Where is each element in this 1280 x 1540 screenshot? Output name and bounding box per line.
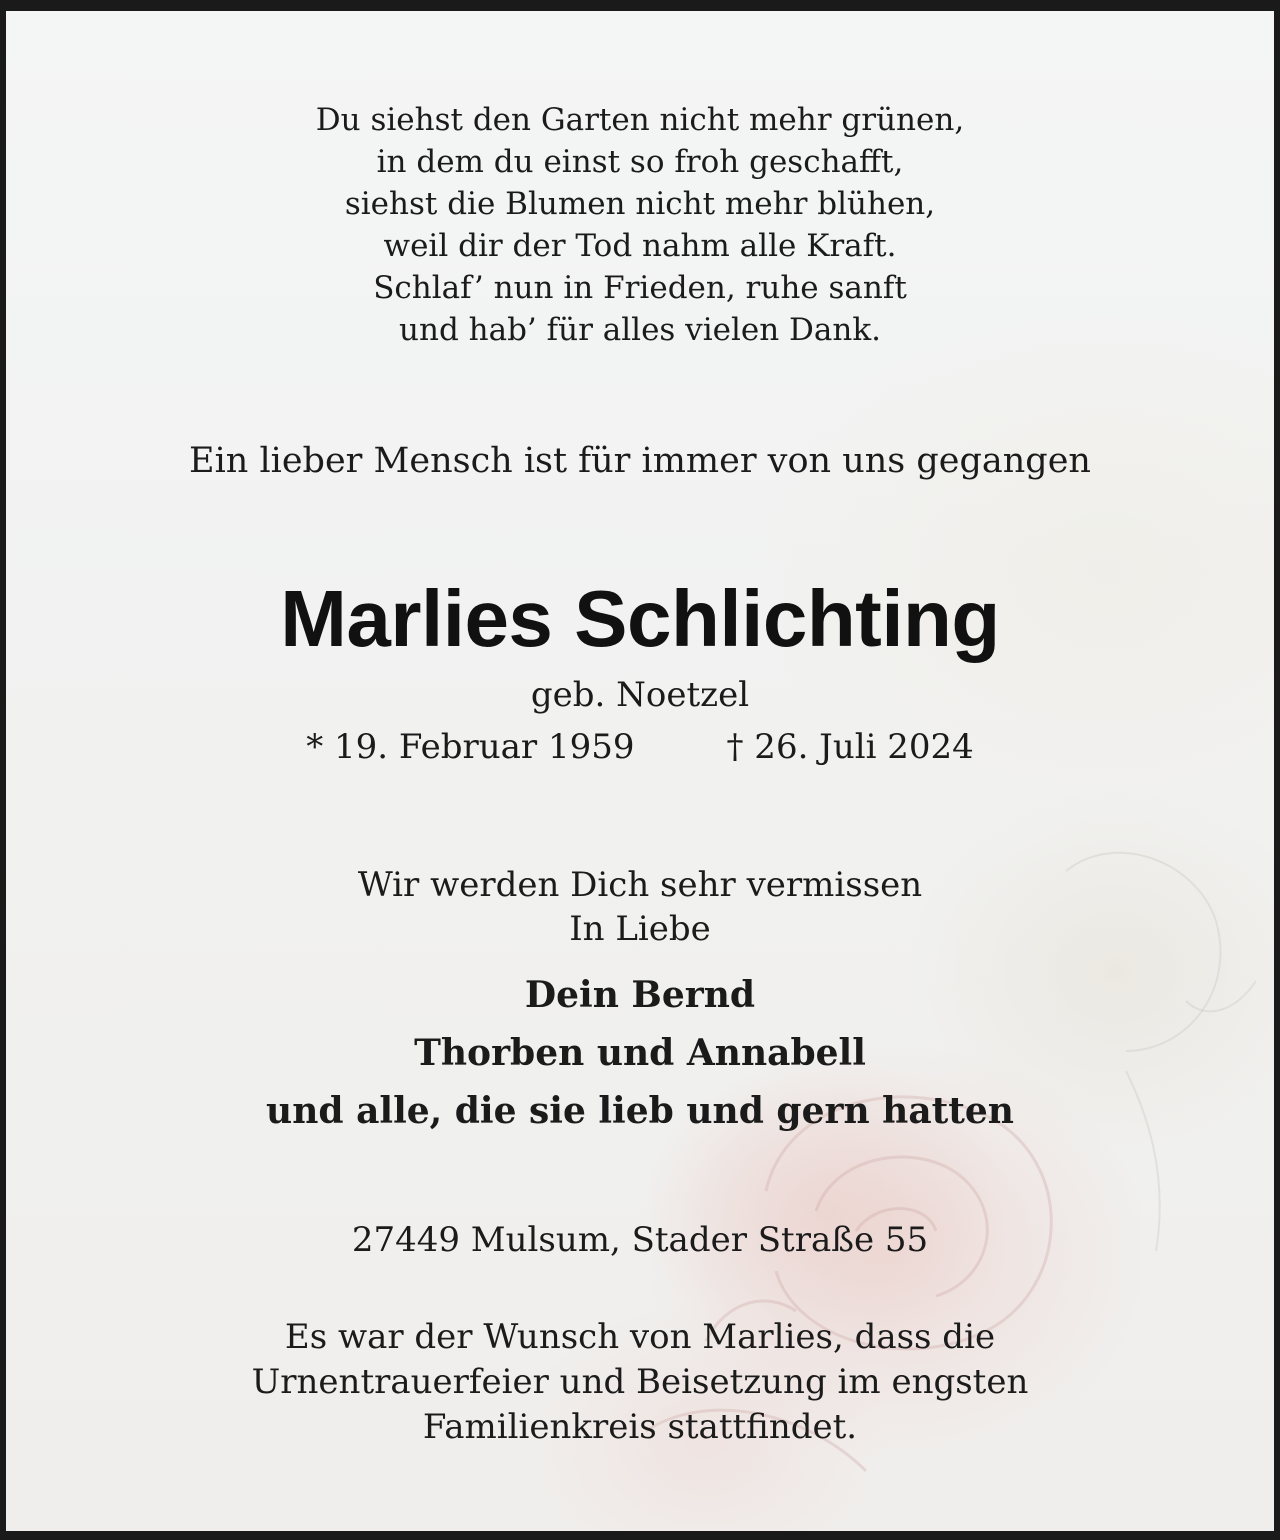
mourner-line: und alle, die sie lieb und gern hatten: [266, 1090, 1014, 1132]
funeral-note: [6, 1315, 1274, 1450]
farewell-line: Wir werden Dich sehr vermissen: [357, 865, 923, 905]
farewell-closing: In Liebe: [569, 909, 711, 949]
intro-line: Ein lieber Mensch ist für immer von uns gegangen: [189, 441, 1091, 481]
death-date: † 26. Juli 2024: [726, 727, 974, 767]
address: 27449 Mulsum, Stader Straße 55: [351, 1220, 929, 1260]
note-line: Urnentrauerfeier und Beisetzung im engsten: [251, 1362, 1029, 1402]
life-dates: [6, 725, 1274, 769]
mourner-line: Thorben und Annabell: [414, 1032, 866, 1074]
farewell-message: [6, 863, 1274, 951]
note-line: Es war der Wunsch von Marlies, dass die: [284, 1317, 996, 1357]
poem-line: siehst die Blumen nicht mehr blühen,: [344, 186, 936, 222]
deceased-name: Marlies Schlichting: [280, 574, 1000, 663]
mourners: [6, 966, 1274, 1140]
mourner-line: Dein Bernd: [524, 974, 756, 1016]
poem: [6, 99, 1274, 351]
maiden-name: geb. Noetzel: [530, 675, 750, 715]
note-line: Familienkreis stattfindet.: [422, 1407, 858, 1447]
poem-line: Du siehst den Garten nicht mehr grünen,: [315, 102, 965, 138]
poem-line: weil dir der Tod nahm alle Kraft.: [383, 228, 897, 264]
poem-line: und hab’ für alles vielen Dank.: [399, 312, 881, 348]
birth-date: * 19. Februar 1959: [306, 727, 635, 767]
poem-line: Schlaf’ nun in Frieden, ruhe sanft: [373, 270, 907, 306]
poem-line: in dem du einst so froh geschafft,: [376, 144, 904, 180]
